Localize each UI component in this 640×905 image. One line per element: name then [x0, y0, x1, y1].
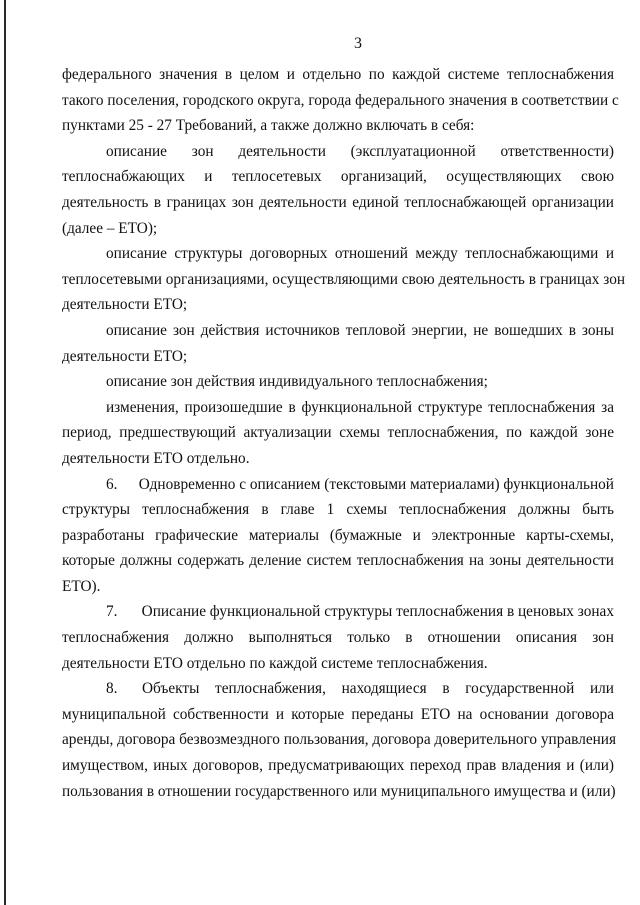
item-number: 8. [106, 680, 118, 698]
text-line: такого поселения, городского округа, города федерального значения в соответствии с [62, 91, 619, 109]
item-number: 7. [106, 603, 118, 621]
paragraph-item-6 [62, 472, 614, 600]
text-line: деятельности ЕТО; [62, 296, 188, 314]
paragraph-individual-heating [62, 369, 614, 395]
item-number: 6. [106, 475, 118, 493]
text-line: имуществом, иных договоров, предусматривающих переход прав владения и (или) [62, 757, 614, 775]
text-line: деятельность в границах зон деятельности единой теплоснабжающей организации [62, 193, 614, 211]
text-line: (далее – ЕТО); [62, 219, 158, 237]
scan-edge-line [4, 0, 6, 905]
text-line: описание зон деятельности (эксплуатационной ответственности) [106, 142, 614, 160]
text-line: Одновременно с описанием (текстовыми материалами) функциональной [138, 475, 614, 493]
text-line: Объекты теплоснабжения, находящиеся в государственной или [142, 680, 614, 698]
text-line: описание зон действия источников тепловой энергии, не вошедших в зоны [106, 321, 614, 339]
paragraph-contract-structure [62, 241, 626, 318]
paragraph-item-7 [62, 599, 614, 676]
text-line: которые должны содержать деление систем теплоснабжения на зоны деятельности [62, 552, 614, 570]
text-line: теплоснабжающих и теплосетевых организаций, осуществляющих свою [62, 168, 614, 186]
text-line: ЕТО). [62, 577, 101, 595]
text-line-numbered [62, 472, 614, 498]
text-line: Описание функциональной структуры теплоснабжения в ценовых зонах [141, 603, 614, 621]
paragraph-changes [62, 395, 614, 472]
text-line: разработаны графические материалы (бумажные и электронные карты-схемы, [62, 526, 614, 544]
document-body [62, 62, 626, 804]
text-line: деятельности ЕТО отдельно. [62, 449, 250, 467]
text-line: теплосетевыми организациями, осуществляющими свою деятельность в границах зон [62, 270, 626, 288]
text-line: деятельности ЕТО отдельно по каждой системе теплоснабжения. [62, 654, 488, 672]
text-line: пунктами 25 - 27 Требований, а также должно включать в себя: [62, 117, 475, 135]
text-line: описание структуры договорных отношений между теплоснабжающими и [106, 245, 614, 263]
paragraph-intro [62, 62, 619, 139]
text-line: деятельности ЕТО; [62, 347, 188, 365]
page-number: 3 [354, 35, 362, 52]
paragraph-sources-outside [62, 318, 614, 369]
text-line: пользования в отношении государственного или муниципального имущества и (или) [62, 782, 616, 800]
text-line-numbered [62, 599, 614, 625]
text-line: муниципальной собственности и которые переданы ЕТО на основании договора [62, 705, 614, 723]
text-line: изменения, произошедшие в функциональной структуре теплоснабжения за [106, 398, 614, 416]
text-line: описание зон действия индивидуального теплоснабжения; [106, 373, 488, 391]
text-line: период, предшествующий актуализации схемы теплоснабжения, по каждой зоне [62, 424, 614, 442]
text-line: аренды, договора безвозмездного пользования, договора доверительного управления [62, 731, 617, 749]
text-line: федерального значения в целом и отдельно по каждой системе теплоснабжения [62, 66, 614, 83]
text-line-numbered [62, 676, 614, 702]
paragraph-item-8 [62, 676, 617, 804]
text-line: структуры теплоснабжения в главе 1 схемы теплоснабжения должны быть [62, 501, 614, 519]
paragraph-eto-zones [62, 139, 614, 241]
text-line: теплоснабжения должно выполняться только в отношении описания зон [62, 629, 614, 647]
